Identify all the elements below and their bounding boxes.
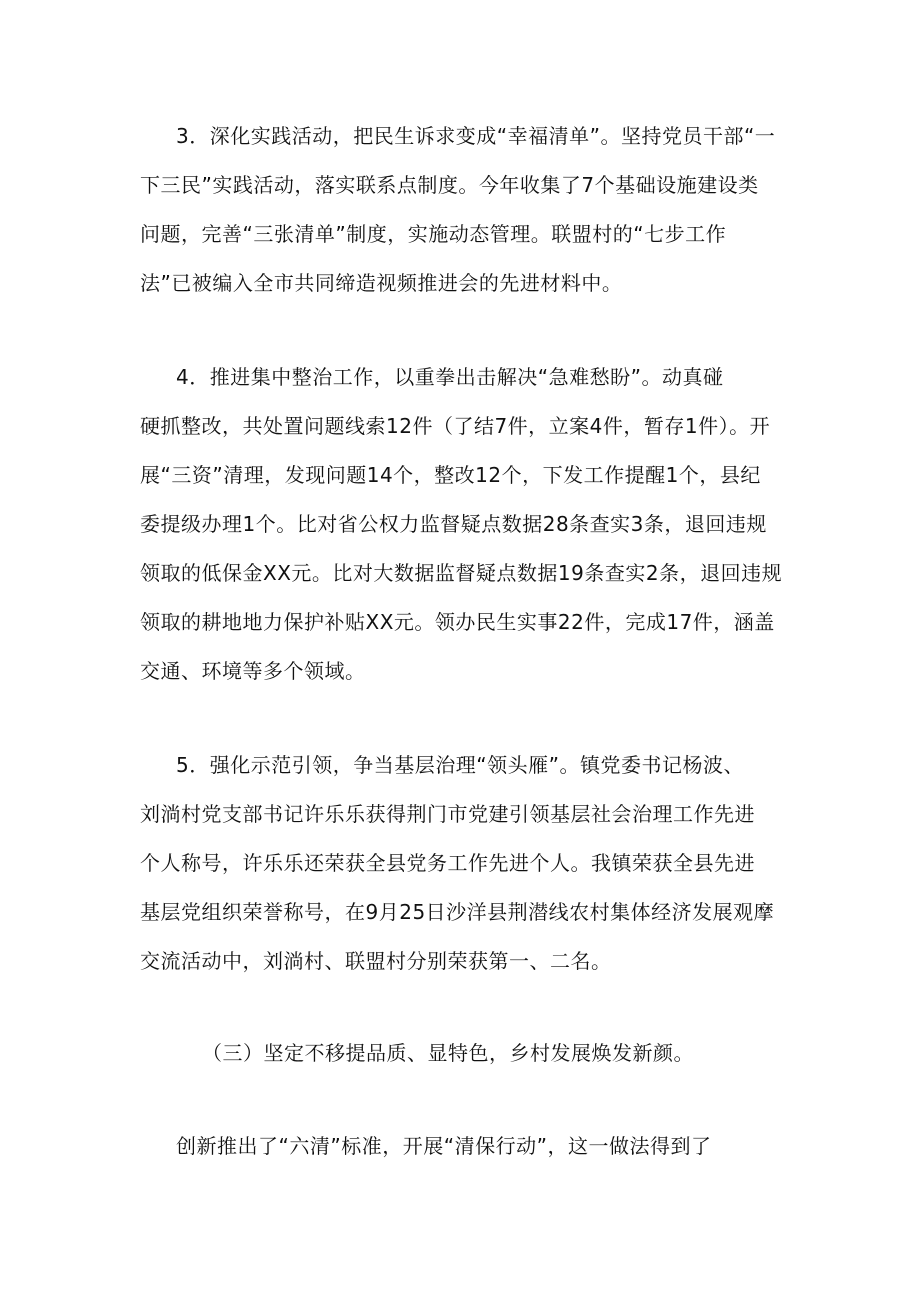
paragraph-line: 领取的低保金XX元。比对大数据监督疑点数据19条查实2条，退回违规 xyxy=(140,561,783,585)
paragraph-line: 展“三资”清理，发现问题14个，整改12个，下发工作提醒1个，县纪 xyxy=(140,463,761,487)
paragraph-line: 刘淌村党支部书记许乐乐获得荆门市党建引领基层社会治理工作先进 xyxy=(140,802,755,826)
paragraph-line: 个人称号，许乐乐还荣获全县党务工作先进个人。我镇荣获全县先进 xyxy=(140,851,755,875)
paragraph-line: 委提级办理1个。比对省公权力监督疑点数据28条查实3条，退回违规 xyxy=(140,512,767,536)
paragraph-line: 硬抓整改，共处置问题线索12件（了结7件，立案4件，暂存1件）。开 xyxy=(140,414,771,438)
closing-paragraph-line: 创新推出了“六清”标准，开展“清保行动”，这一做法得到了 xyxy=(176,1134,712,1158)
paragraph-line: 4．推进集中整治工作，以重拳出击解决“急难愁盼”。动真碰 xyxy=(176,365,724,389)
paragraph-line: 交流活动中，刘淌村、联盟村分别荣获第一、二名。 xyxy=(140,949,612,973)
paragraph-line: 问题，完善“三张清单”制度，实施动态管理。联盟村的“七步工作 xyxy=(140,222,727,246)
paragraph-line: 下三民”实践活动，落实联系点制度。今年收集了7个基础设施建设类 xyxy=(140,173,759,197)
paragraph-line: 基层党组织荣誉称号，在9月25日沙洋县荆潜线农村集体经济发展观摩 xyxy=(140,900,775,924)
paragraph-line: 交通、环境等多个领域。 xyxy=(140,659,366,683)
paragraph-line: 法”已被编入全市共同缔造视频推进会的先进材料中。 xyxy=(140,271,623,295)
paragraph-line: 5．强化示范引领，争当基层治理“领头雁”。镇党委书记杨波、 xyxy=(176,753,744,777)
section-heading: （三）坚定不移提品质、显特色，乡村发展焕发新颜。 xyxy=(202,1041,694,1065)
paragraph-line: 领取的耕地地力保护补贴XX元。领办民生实事22件，完成17件，涵盖 xyxy=(140,610,775,634)
paragraph-line: 3．深化实践活动，把民生诉求变成“幸福清单”。坚持党员干部“一 xyxy=(176,124,776,148)
